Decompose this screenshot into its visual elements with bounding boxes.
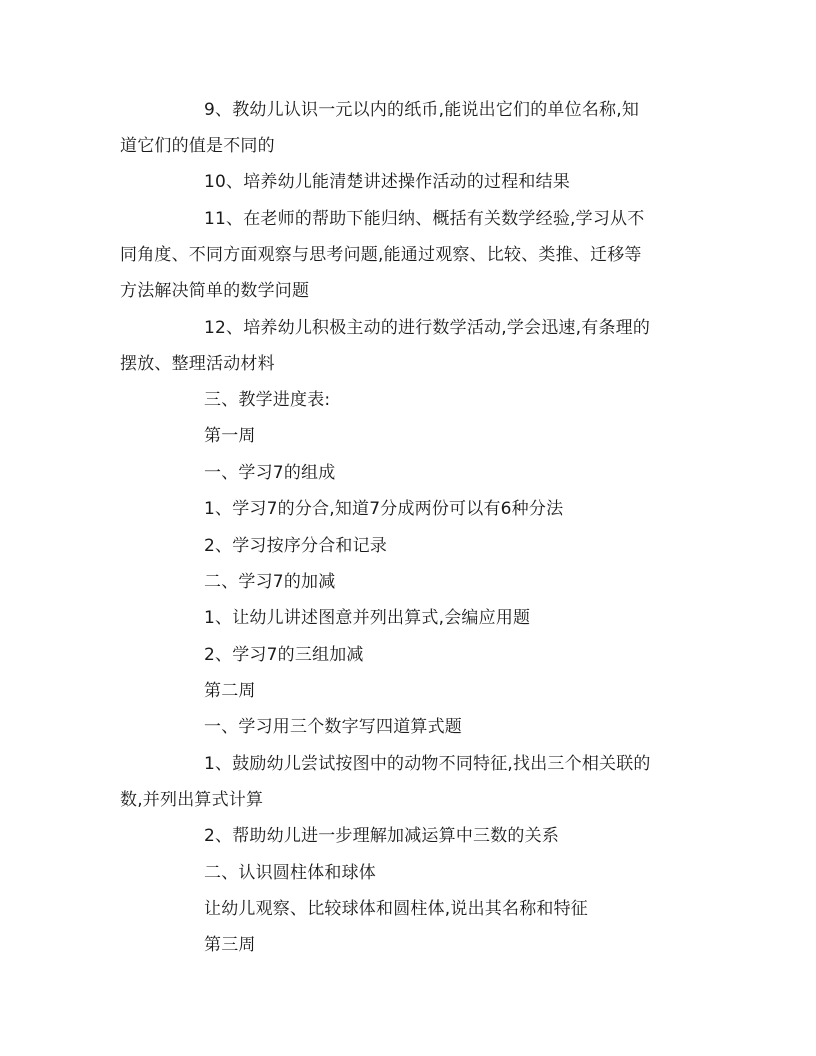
week-heading: 第一周 <box>204 426 256 446</box>
week-heading: 第三周 <box>204 935 256 955</box>
text-line: 道它们的值是不同的 <box>120 136 275 156</box>
text-line: 二、学习7的加减 <box>204 572 336 592</box>
text-line: 1、让幼儿讲述图意并列出算式,会编应用题 <box>204 608 531 628</box>
text-line: 9、教幼儿认识一元以内的纸币,能说出它们的单位名称,知 <box>204 100 640 120</box>
text-line: 一、学习7的组成 <box>204 463 336 483</box>
text-line: 同角度、不同方面观察与思考问题,能通过观察、比较、类推、迁移等 <box>120 245 642 265</box>
text-line: 10、培养幼儿能清楚讲述操作活动的过程和结果 <box>204 172 571 192</box>
text-line: 二、认识圆柱体和球体 <box>204 863 376 883</box>
text-line: 2、学习7的三组加减 <box>204 645 364 665</box>
text-line: 数,并列出算式计算 <box>120 790 264 810</box>
text-line: 1、鼓励幼儿尝试按图中的动物不同特征,找出三个相关联的 <box>204 754 651 774</box>
text-line: 摆放、整理活动材料 <box>120 354 275 374</box>
text-line: 让幼儿观察、比较球体和圆柱体,说出其名称和特征 <box>204 899 589 919</box>
text-line: 12、培养幼儿积极主动的进行数学活动,学会迅速,有条理的 <box>204 318 651 338</box>
week-heading: 第二周 <box>204 681 256 701</box>
text-line: 11、在老师的帮助下能归纳、概括有关数学经验,学习从不 <box>204 209 645 229</box>
text-line: 一、学习用三个数字写四道算式题 <box>204 717 462 737</box>
section-heading: 三、教学进度表: <box>204 390 331 410</box>
text-line: 2、学习按序分合和记录 <box>204 536 388 556</box>
text-line: 方法解决简单的数学问题 <box>120 281 310 301</box>
text-line: 2、帮助幼儿进一步理解加减运算中三数的关系 <box>204 826 560 846</box>
text-line: 1、学习7的分合,知道7分成两份可以有6种分法 <box>204 499 564 519</box>
